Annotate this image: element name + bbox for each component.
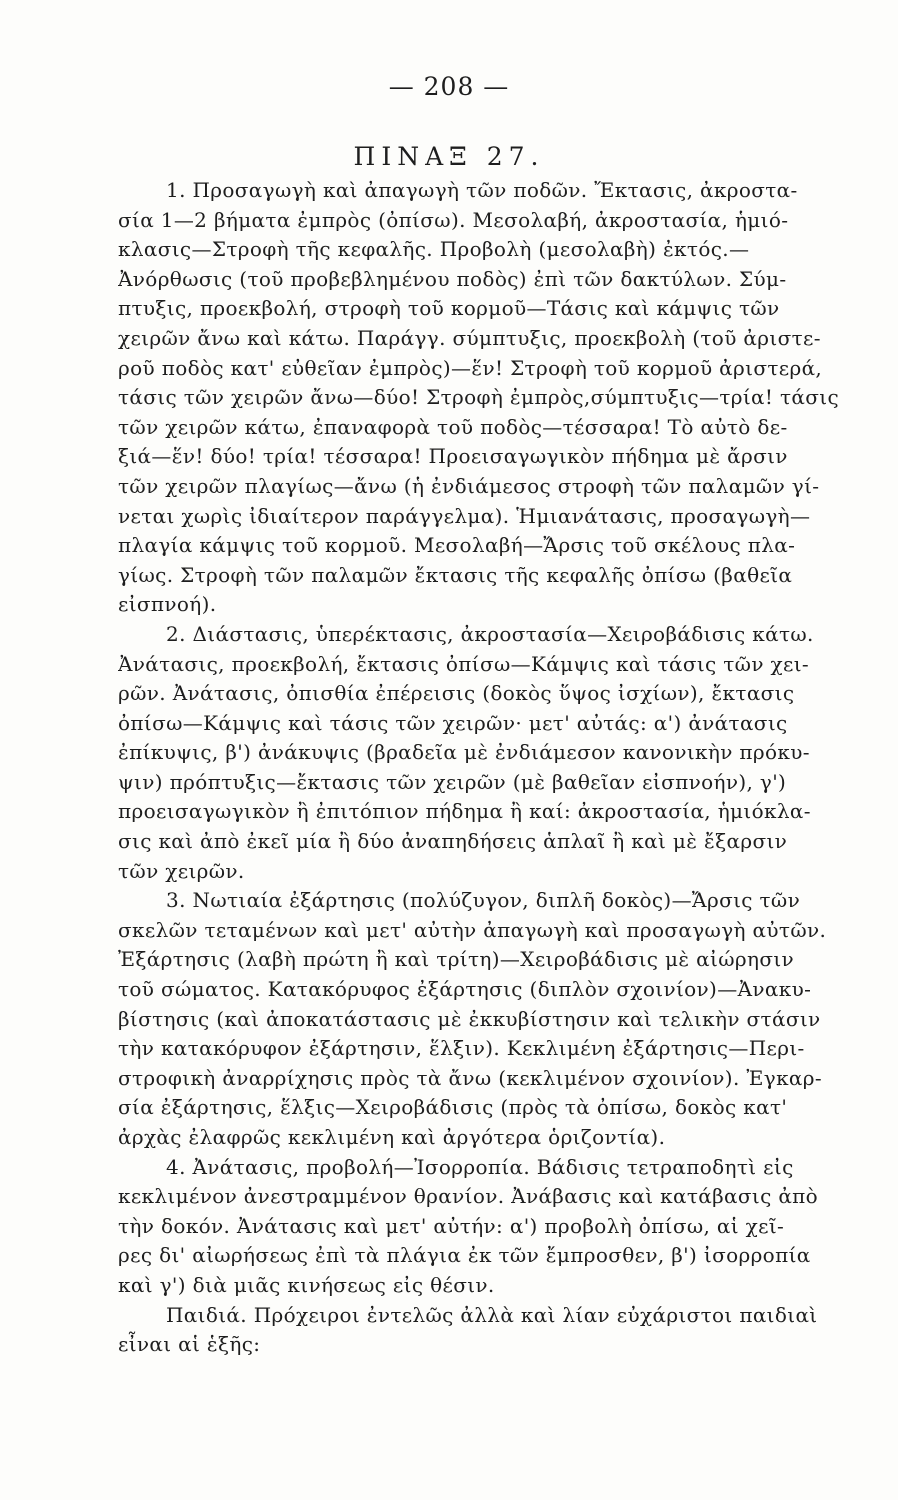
- text-line: τῶν χειρῶν πλαγίως—ἄνω (ἡ ἐνδιάμεσος στροφὴ τῶν παλαμῶν γί-: [118, 473, 820, 498]
- text-line: τῶν χειρῶν.: [118, 858, 245, 883]
- text-line: 3. Νωτιαία ἐξάρτησις (πολύζυγον, διπλῆ δοκὸς)—Ἄρσις τῶν: [166, 888, 801, 913]
- text-line: εἶναι αἱ ἑξῆς:: [118, 1332, 261, 1357]
- page-number: — 208 —: [388, 72, 510, 101]
- text-line: Ἀνόρθωσις (τοῦ προβεβλημένου ποδὸς) ἐπὶ τῶν δακτύλων. Σύμ-: [118, 266, 787, 291]
- text-line: καὶ γ') διὰ μιᾶς κινήσεως εἰς θέσιν.: [118, 1272, 495, 1297]
- text-line: τῶν χειρῶν κάτω, ἐπαναφορὰ τοῦ ποδὸς—τέσσαρα! Τὸ αὐτὸ δε-: [118, 414, 788, 439]
- text-line: νεται χωρὶς ἰδιαίτερον παράγγελμα). Ἡμιανάτασις, προσαγωγὴ—: [118, 503, 811, 528]
- text-line: ρῶν. Ἀνάτασις, ὀπισθία ἐπέρεισις (δοκὸς ὕψος ἰσχίων), ἔκτασις: [118, 681, 795, 706]
- body-text: [118, 176, 890, 1360]
- text-line: εἰσπνοή).: [118, 592, 217, 617]
- text-line: σκελῶν τεταμένων καὶ μετ' αὐτὴν ἀπαγωγὴ καὶ προσαγωγὴ αὐτῶν.: [118, 917, 827, 942]
- text-line: Παιδιά. Πρόχειροι ἐντελῶς ἀλλὰ καὶ λίαν εὐχάριστοι παιδιαὶ: [166, 1302, 818, 1327]
- text-line: πλαγία κάμψις τοῦ κορμοῦ. Μεσολαβή—Ἄρσις τοῦ σκέλους πλα-: [118, 533, 796, 558]
- text-line: πτυξις, προεκβολή, στροφὴ τοῦ κορμοῦ—Τάσις καὶ κάμψις τῶν: [118, 296, 780, 321]
- text-line: στροφικὴ ἀναρρίχησις πρὸς τὰ ἄνω (κεκλιμένον σχοινίον). Ἐγκαρ-: [118, 1065, 823, 1090]
- text-line: τὴν δοκόν. Ἀνάτασις καὶ μετ' αὐτήν: α') προβολὴ ὀπίσω, αἱ χεῖ-: [118, 1213, 785, 1238]
- text-line: ψιν) πρόπτυξις—ἔκτασις τῶν χειρῶν (μὲ βαθεῖαν εἰσπνοήν), γ'): [118, 769, 787, 794]
- text-line: σία 1—2 βήματα ἐμπρὸς (ὀπίσω). Μεσολαβή, ἀκροστασία, ἡμιό-: [118, 207, 789, 232]
- text-line: σις καὶ ἀπὸ ἐκεῖ μία ἢ δύο ἀναπηδήσεις ἁπλαῖ ἢ καὶ μὲ ἔξαρσιν: [118, 829, 788, 854]
- text-line: κεκλιμένον ἀνεστραμμένον θρανίον. Ἀνάβασις καὶ κατάβασις ἀπὸ: [118, 1184, 819, 1209]
- text-line: 2. Διάστασις, ὑπερέκτασις, ἀκροστασία—Χειροβάδισις κάτω.: [166, 621, 814, 646]
- text-line: τοῦ σώματος. Κατακόρυφος ἐξάρτησις (διπλὸν σχοινίον)—Ἀνακυ-: [118, 977, 812, 1002]
- text-line: κλασις—Στροφὴ τῆς κεφαλῆς. Προβολὴ (μεσολαβὴ) ἐκτός.—: [118, 237, 750, 262]
- text-line: 1. Προσαγωγὴ καὶ ἀπαγωγὴ τῶν ποδῶν. Ἔκτασις, ἀκροστα-: [166, 178, 798, 202]
- text-line: τάσις τῶν χειρῶν ἄνω—δύο! Στροφὴ ἐμπρὸς,σύμπτυξις—τρία! τάσις: [118, 385, 840, 410]
- text-line: ἐπίκυψις, β') ἀνάκυψις (βραδεῖα μὲ ἐνδιάμεσον κανονικὴν πρόκυ-: [118, 740, 810, 765]
- text-line: ἀρχὰς ἐλαφρῶς κεκλιμένη καὶ ἀργότερα ὁριζοντία).: [118, 1125, 666, 1149]
- text-line: σία ἐξάρτησις, ἕλξις—Χειροβάδισις (πρὸς τὰ ὀπίσω, δοκὸς κατ': [118, 1095, 788, 1120]
- text-line: Ἀνάτασις, προεκβολή, ἔκτασις ὀπίσω—Κάμψις καὶ τάσις τῶν χει-: [118, 651, 810, 676]
- text-line: ροῦ ποδὸς κατ' εὐθεῖαν ἐμπρὸς)—ἕν! Στροφὴ τοῦ κορμοῦ ἀριστερά,: [118, 355, 823, 380]
- text-line: ρες δι' αἰωρήσεως ἐπὶ τὰ πλάγια ἐκ τῶν ἔμπροσθεν, β') ἰσορροπία: [118, 1243, 811, 1268]
- text-line: χειρῶν ἄνω καὶ κάτω. Παράγγ. σύμπτυξις, προεκβολὴ (τοῦ ἀριστε-: [118, 325, 821, 350]
- text-line: Ἐξάρτησις (λαβὴ πρώτη ἢ καὶ τρίτη)—Χειροβάδισις μὲ αἰώρησιν: [118, 947, 795, 972]
- text-line: γίως. Στροφὴ τῶν παλαμῶν ἔκτασις τῆς κεφαλῆς ὀπίσω (βαθεῖα: [118, 562, 793, 587]
- text-line: προεισαγωγικὸν ἢ ἐπιτόπιον πήδημα ἢ καί: ἀκροστασία, ἡμιόκλα-: [118, 799, 811, 824]
- text-line: ξιά—ἕν! δύο! τρία! τέσσαρα! Προεισαγωγικὸν πήδημα μὲ ἄρσιν: [118, 444, 788, 469]
- text-line: τὴν κατακόρυφον ἐξάρτησιν, ἕλξιν). Κεκλιμένη ἐξάρτησις—Περι-: [118, 1036, 805, 1061]
- text-line: ὀπίσω—Κάμψις καὶ τάσις τῶν χειρῶν· μετ' αὐτάς: α') ἀνάτασις: [118, 710, 788, 735]
- text-line: 4. Ἀνάτασις, προβολή—Ἰσορροπία. Βάδισις τετραποδητὶ εἰς: [166, 1154, 794, 1179]
- table-title: ΠΙΝΑΞ 27.: [353, 142, 545, 171]
- text-line: βίστησις (καὶ ἀποκατάστασις μὲ ἐκκυβίστησιν καὶ τελικὴν στάσιν: [118, 1006, 821, 1031]
